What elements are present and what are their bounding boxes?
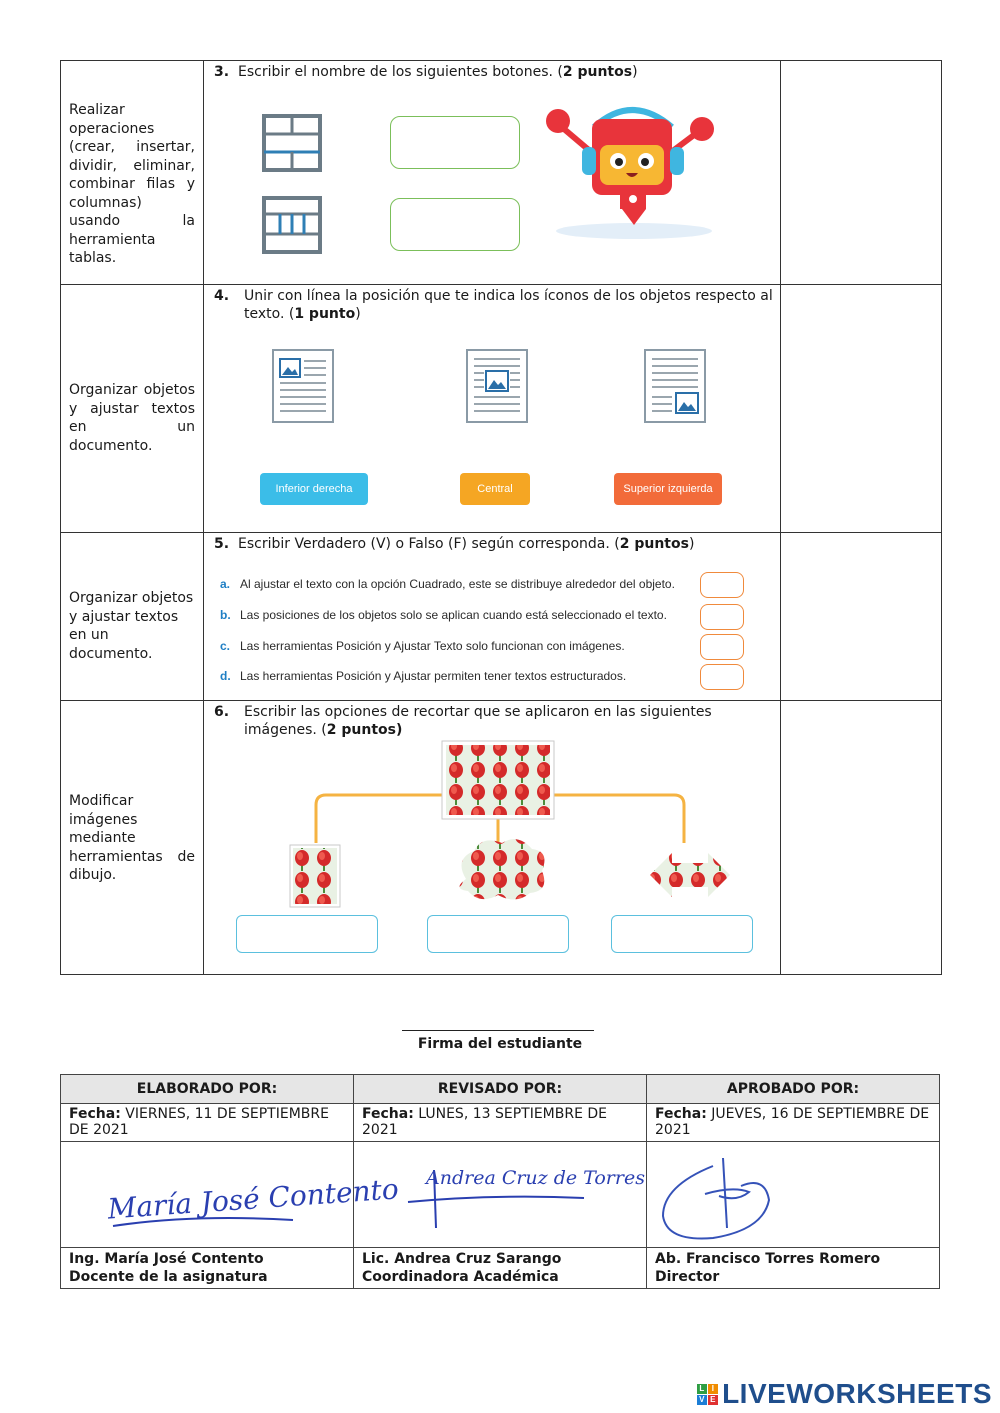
question-cell xyxy=(204,701,781,975)
document-bottom-right-image-icon xyxy=(644,349,706,423)
score-cell xyxy=(781,533,942,701)
name-cell-1: Ing. María José Contento Docente de la asignatura xyxy=(61,1248,354,1289)
question-title: 3. Escribir el nombre de los siguientes botones. (2 puntos) xyxy=(214,64,638,80)
question-title: 4. Unir con línea la posición que te indica los íconos de los objetos respecto al texto. (1 punto) xyxy=(214,288,773,322)
question-cell xyxy=(204,285,781,533)
question-title: 6. Escribir las opciones de recortar que se aplicaron en las siguientes imágenes. (2 puntos) xyxy=(214,704,712,738)
date-cell-1: Fecha: VIERNES, 11 DE SEPTIEMBRE DE 2021 xyxy=(61,1104,354,1142)
name-cell-2: Lic. Andrea Cruz Sarango Coordinadora Académica xyxy=(354,1248,647,1289)
question-cell xyxy=(204,533,781,701)
svg-text:María José Contento: María José Contento xyxy=(106,1172,400,1226)
answer-box-2[interactable] xyxy=(390,198,520,251)
crop-answer-box-1[interactable] xyxy=(236,915,378,953)
svg-text:Andrea Cruz de Torres: Andrea Cruz de Torres xyxy=(426,1167,645,1189)
row-question-5 xyxy=(61,533,942,701)
tf-answer-box-c[interactable] xyxy=(700,634,744,660)
logo-mark-icon: L I V E xyxy=(697,1384,718,1405)
signature-image-2 xyxy=(404,1150,645,1230)
question-cell xyxy=(204,61,781,285)
label-superior-izquierda[interactable]: Superior izquierda xyxy=(614,473,722,505)
label-central[interactable]: Central xyxy=(460,473,530,505)
document-top-left-image-icon xyxy=(272,349,334,423)
score-cell xyxy=(781,285,942,533)
statement-a: a. Al ajustar el texto con la opción Cuadrado, este se distribuye alrededor del objeto. xyxy=(220,577,675,591)
competency-cell xyxy=(61,533,204,701)
name-cell-3: Ab. Francisco Torres Romero Director xyxy=(647,1248,940,1289)
signature-cell-3 xyxy=(647,1142,940,1248)
signature-image-3 xyxy=(653,1146,793,1246)
signature-image-1 xyxy=(103,1156,400,1236)
statement-d: d. Las herramientas Posición y Ajustar permiten tener textos estructurados. xyxy=(220,669,627,683)
signature-row xyxy=(61,1142,940,1248)
answer-box-1[interactable] xyxy=(390,116,520,169)
row-question-3 xyxy=(61,61,942,285)
statement-b: b. Las posiciones de los objetos solo se aplican cuando está seleccionado el texto. xyxy=(220,608,667,622)
row-question-6 xyxy=(61,701,942,975)
header-elaborado: ELABORADO POR: xyxy=(61,1075,354,1104)
student-signature-label: Firma del estudiante xyxy=(417,1036,583,1052)
tf-answer-box-a[interactable] xyxy=(700,572,744,598)
crop-answer-box-2[interactable] xyxy=(427,915,569,953)
signature-cell-2 xyxy=(354,1142,647,1248)
date-row xyxy=(61,1104,940,1142)
document-center-image-icon xyxy=(466,349,528,423)
question-number: 3. xyxy=(214,64,230,80)
date-cell-2: Fecha: LUNES, 13 SEPTIEMBRE DE 2021 xyxy=(354,1104,647,1142)
split-table-icon xyxy=(262,114,322,172)
label-inferior-derecha[interactable]: Inferior derecha xyxy=(260,473,368,505)
question-title: 5. Escribir Verdadero (V) o Falso (F) según corresponda. (2 puntos) xyxy=(214,536,695,552)
brand-text: LIVEWORKSHEETS xyxy=(722,1378,992,1409)
header-revisado: REVISADO POR: xyxy=(354,1075,647,1104)
competency-text: Modificar imágenes mediante herramientas de dibujo. xyxy=(69,793,195,883)
approval-header-row xyxy=(61,1075,940,1104)
crop-answer-box-3[interactable] xyxy=(611,915,753,953)
date-cell-3: Fecha: JUEVES, 16 DE SEPTIEMBRE DE 2021 xyxy=(647,1104,940,1142)
row-question-4 xyxy=(61,285,942,533)
competency-cell xyxy=(61,701,204,975)
robot-mascot-illustration xyxy=(542,99,722,241)
score-cell xyxy=(781,701,942,975)
competency-text: Realizar operaciones (crear, insertar, dividir, eliminar, combinar filas y columnas) usando la herramienta tablas. xyxy=(69,102,195,266)
statement-c: c. Las herramientas Posición y Ajustar Texto solo funcionan con imágenes. xyxy=(220,639,625,653)
student-signature-line xyxy=(402,1030,594,1031)
evaluation-table xyxy=(60,60,942,975)
tf-answer-box-b[interactable] xyxy=(700,604,744,630)
competency-text: Organizar objetos y ajustar textos en un documento. xyxy=(69,590,194,662)
competency-cell xyxy=(61,285,204,533)
tf-answer-box-d[interactable] xyxy=(700,664,744,690)
competency-text: Organizar objetos y ajustar textos en un documento. xyxy=(69,382,195,454)
score-cell xyxy=(781,61,942,285)
competency-cell xyxy=(61,61,204,285)
insert-columns-icon xyxy=(262,196,322,254)
signature-cell-1 xyxy=(61,1142,400,1248)
approval-table xyxy=(60,1074,940,1289)
header-aprobado: APROBADO POR: xyxy=(647,1075,940,1104)
liveworksheets-logo[interactable] xyxy=(697,1378,992,1410)
names-row xyxy=(61,1248,940,1289)
